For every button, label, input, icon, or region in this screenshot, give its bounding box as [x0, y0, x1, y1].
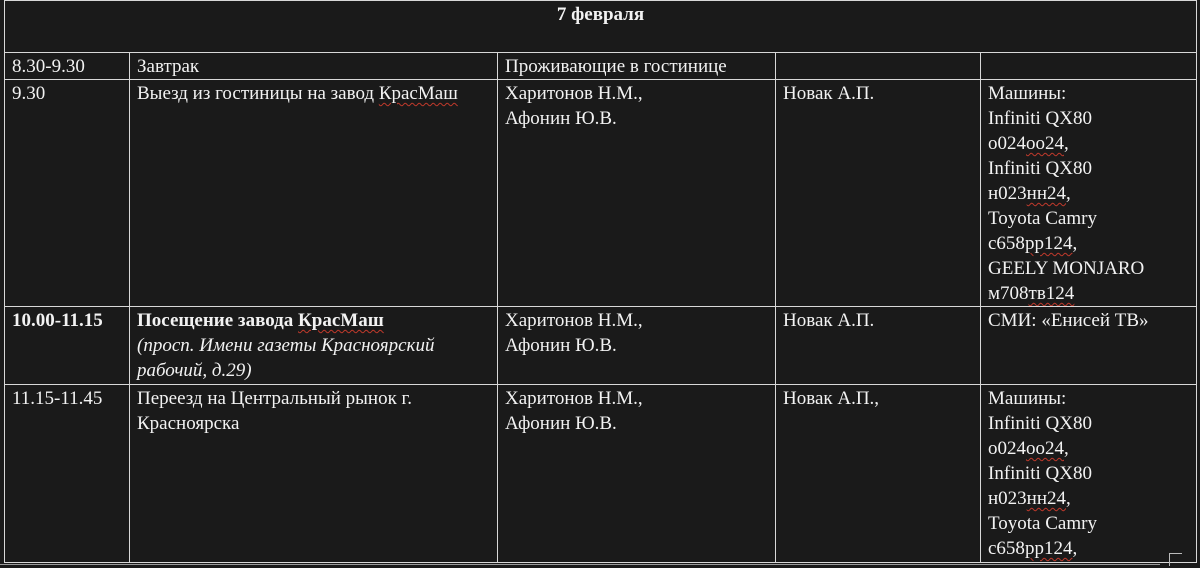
date-heading — [5, 1, 1197, 53]
responsible-cell — [776, 53, 981, 80]
notes-cell: Машины: Infiniti QX80 о024оо24, Infiniti QX80 н023нн24, Toyota Camry с658рр124, GEELY MONJARO м708тв124 — [981, 80, 1197, 307]
event-text: Переезд на Центральный рынок г. Красноярска — [137, 388, 412, 434]
time-cell: 9.30 — [5, 80, 130, 307]
event-cell: Завтрак — [130, 53, 498, 80]
time-cell: 11.15-11.45 — [5, 385, 130, 563]
table-header-row — [5, 1, 1197, 53]
participants-cell: Харитонов Н.М., Афонин Ю.В. — [498, 80, 776, 307]
event-text: Посещение завода КрасМаш — [137, 310, 384, 331]
responsible-cell: Новак А.П. — [776, 307, 981, 385]
schedule-table — [4, 0, 1197, 563]
time-cell: 10.00-11.15 — [5, 307, 130, 385]
participants-cell: Харитонов Н.М., Афонин Ю.В. — [498, 385, 776, 563]
page-bottom-rule — [0, 564, 1160, 565]
date-heading-text: 7 февраля — [556, 4, 645, 25]
table-row — [5, 307, 1197, 385]
participants-cell: Проживающие в гостинице — [498, 53, 776, 80]
table-row — [5, 53, 1197, 80]
table-resize-handle-icon[interactable] — [1169, 553, 1182, 566]
event-cell — [130, 307, 498, 385]
notes-cell: СМИ: «Енисей ТВ» — [981, 307, 1197, 385]
responsible-cell: Новак А.П., — [776, 385, 981, 563]
notes-cell — [981, 53, 1197, 80]
table-row — [5, 385, 1197, 563]
table-row — [5, 80, 1197, 307]
event-address: (просп. Имени газеты Красноярский рабочий, д.29) — [137, 335, 435, 381]
event-cell — [130, 80, 498, 307]
responsible-cell: Новак А.П. — [776, 80, 981, 307]
participants-cell: Харитонов Н.М., Афонин Ю.В. — [498, 307, 776, 385]
event-text: Выезд из гостиницы на завод КрасМаш — [137, 83, 458, 104]
event-cell — [130, 385, 498, 563]
notes-cell: Машины: Infiniti QX80 о024оо24, Infiniti QX80 н023нн24, Toyota Camry с658рр124, — [981, 385, 1197, 563]
time-cell: 8.30-9.30 — [5, 53, 130, 80]
